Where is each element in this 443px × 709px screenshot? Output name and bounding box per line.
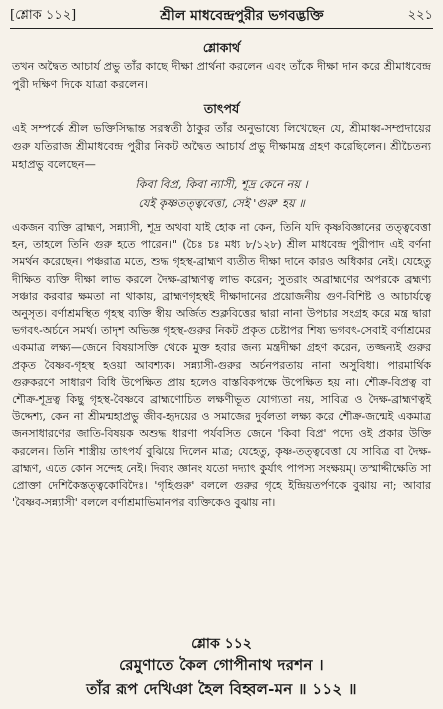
purport-intro: এই সম্পর্কে শ্রীল ভক্তিসিদ্ধান্ত সরস্বতী ঠাকুর তাঁর অনুভাষ্যে লিখেছেন যে, শ্রীমাধ্ব-সম্প্রদায়ের গুরু যতিরাজ শ্রীমাধবেন্দ্র পুরীর নিকট অদ্বৈত আচার্য প্রভু দীক্ষামন্ত্র গ্রহণ করেছিলেন। শ্রীচৈতন্য মহাপ্রভু বলেছেন—: [12, 122, 431, 171]
chapter-reference: [শ্লোক ১১২]: [10, 7, 77, 23]
sloka-line-1: রেমুণাতে কৈল গোপীনাথ দরশন ।: [119, 656, 324, 674]
sloka-heading: শ্লোক ১১২: [191, 636, 252, 652]
translation-heading: শ্লোকার্থ: [202, 40, 241, 55]
running-title: শ্রীল মাধবেন্দ্রপুরীর ভগবদ্ভক্তি: [160, 8, 324, 24]
page-number: ২২১: [407, 7, 433, 23]
quoted-verse-line-1: কিবা বিপ্র, কিবা ন্যাসী, শূদ্র কেনে নয় ।: [135, 177, 308, 191]
quoted-verse-line-2: যেই কৃষ্ণতত্ত্ববেত্তা, সেই 'গুরু' হয় ॥: [138, 196, 305, 210]
translation-text: তখন অদ্বৈত আচার্য প্রভু তাঁর কাছে দীক্ষা প্রার্থনা করলেন এবং তাঁকে দীক্ষা দান করে শ্রীমাধবেন্দ্র পুরী দক্ষিণ দিকে যাত্রা করলেন।: [12, 60, 431, 91]
purport-body: একজন ব্যক্তি ব্রাহ্মণ, সন্ন্যাসী, শূদ্র অথবা যাই হোক না কেন, তিনি যদি কৃষ্ণবিজ্ঞানের তত্ত্ববেত্তা হন, তাহলে তিনি গুরু হতে পারেন।" (চৈঃ চঃ মধ্য ৮/১২৮) শ্রীল মাধবেন্দ্র পুরীপাদ এই বর্ণনা সমর্থন করেছেন। পঞ্চরাত্র মতে, শুদ্ধ গৃহস্থ-ব্রাহ্মণ ব্যতীত দীক্ষা দানে কারও অধিকার নেই। যেহেতু দীক্ষিত ব্যক্তি দীক্ষা লাভ করলে দৈক্ষ-ব্রাহ্মণত্ব লাভ করেন; সুতরাং অব্রাহ্মণের অপরকে ব্রহ্মণ্য সঞ্চার করবার ক্ষমতা না থাকায়, ব্রাহ্মণগৃহস্থই দীক্ষাদানের প্রয়োজনীয় গুণ-বিশিষ্ট ও আচার্যত্বে অনুসৃত। বর্ণাশ্রমস্থিত গৃহস্থ ব্যক্তি স্বীয় অর্জিত শুক্লবিত্তের দ্বারা নানা উপচার সংগ্রহ করে মন্ত্র দ্বারা ভগবৎ-অর্চনে সমর্থ। তাদৃশ অভিজ্ঞ গৃহস্থ-গুরুর নিকট প্রকৃত চেষ্টাপর শিষ্য ভগবৎ-সেবাই বর্ণাশ্রমের একমাত্র লক্ষ্য—জেনে বিষয়াসক্তি থেকে মুক্ত হবার জন্য মন্ত্রদীক্ষা গ্রহণ করেন, তজ্জন্যই গুরুর প্রকৃত বৈষ্ণব-গৃহস্থ হওয়া আবশ্যক। সন্ন্যাসী-গুরুর অর্চনপরতায় নানা অসুবিধা। পারমার্থিক গুরুকরণে সাধারণ বিধি উপেক্ষিত প্রায় হলেও বাস্তবিকপক্ষে উপেক্ষিত হয় না। শৌক্র-বিপ্রত্ব বা শৌক্র-শূদ্রত্ব কিছু গৃহস্থ-বৈষ্ণবে ব্রাহ্মণোচিত লক্ষণীভূত যোগ্যতা নয়, সাবিত্র ও দৈক্ষ-ব্রাহ্মণত্বই উদ্দেশ্য, কেন না শ্রীমন্মহাপ্রভু জীব-হৃদয়ের ও সমাজের দুর্বলতা লক্ষ্য করে শৌক্র-জন্মেই একমাত্র জনসাধারণের জাতি-বিষয়ক অশুদ্ধ ধারণা পর্যবসিত জেনে 'কিবা বিপ্র' পদ্যে ওই প্রকার উক্তি করলেন। তিনি শাস্ত্রীয় তাৎপর্য বুঝিয়ে দিলেন মাত্র; যেহেতু, কৃষ্ণ-তত্ত্ববেত্তা যে সাবিত্র বা দৈক্ষ-ব্রাহ্মণ, এতে কোন সন্দেহ নেই। দিব্যং জ্ঞানং যতো দদ্যাৎ কুর্যাৎ পাপস্য সংক্ষয়ম্। তস্মাদ্দীক্ষেতি সা প্রোক্তা দেশিকৈস্তত্ত্বকোবিদৈঃ। 'গৃহিগুরু' বললে গুরুর গৃহে ইন্দ্রিয়তর্পণকে বুঝায় না; আবার 'বৈষ্ণব-সন্ন্যাসী' বললে বর্ণাশ্রমাভিমানপর ব্যক্তিকেও বুঝায় না।: [12, 221, 431, 510]
page-header: [10, 4, 433, 28]
purport-heading: তাৎপর্য: [203, 101, 240, 116]
sloka-line-2: তাঁর রূপ দেখিঞা হৈল বিহ্বল-মন ॥ ১১২ ॥: [86, 680, 357, 698]
header-rule: [10, 28, 433, 29]
